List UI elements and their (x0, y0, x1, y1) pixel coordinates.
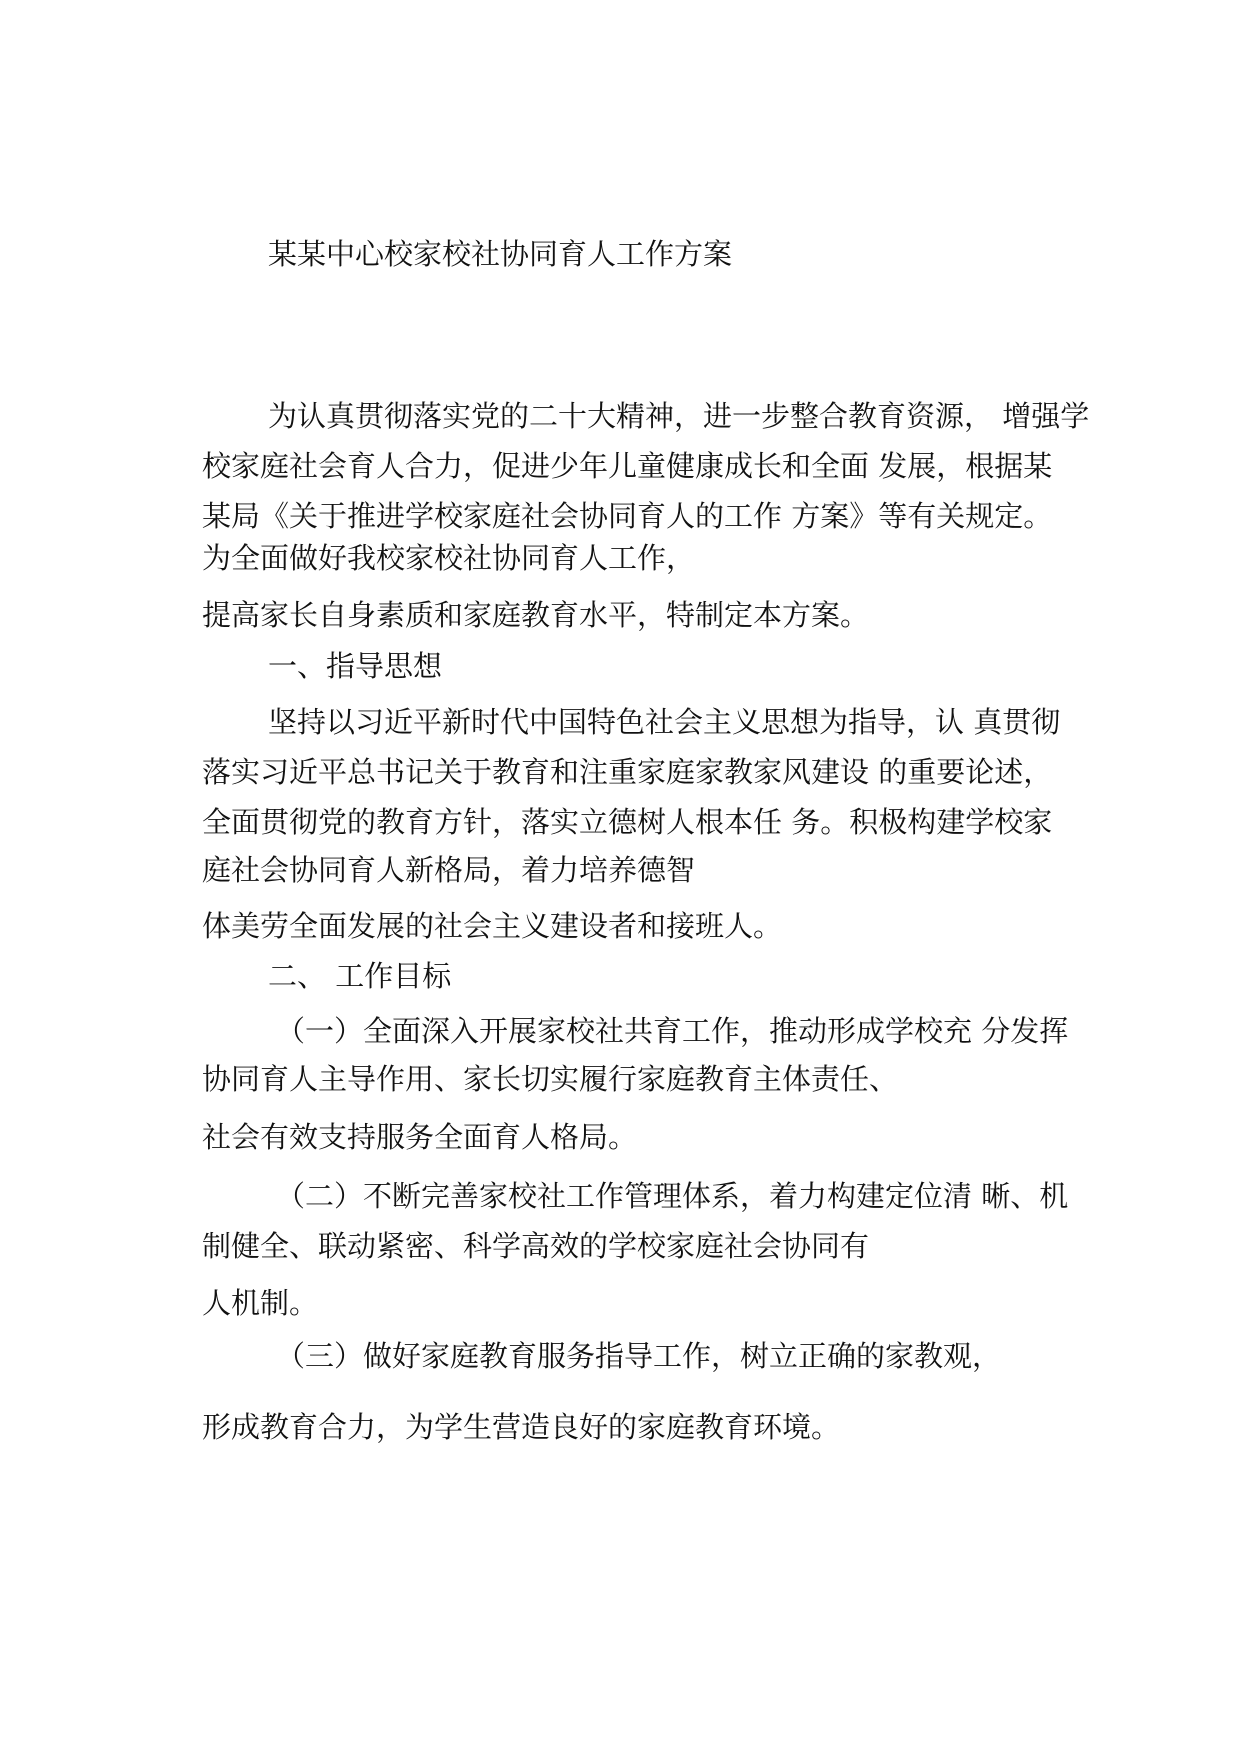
text-line: 全面贯彻党的教育方针，落实立德树人根本任 务。积极构建学校家 (202, 805, 1053, 839)
text-line: 某局《关于推进学校家庭社会协同育人的工作 方案》等有关规定。 (202, 499, 1053, 533)
text-line: 人机制。 (202, 1286, 319, 1320)
document-title: 某某中心校家校社协同育人工作方案 (268, 237, 733, 271)
text-line: 坚持以习近平新时代中国特色社会主义思想为指导，认 真贯彻 (268, 705, 1061, 739)
text-line: 落实习近平总书记关于教育和注重家庭家教家风建设 的重要论述， (202, 755, 1053, 789)
text-line: （二）不断完善家校社工作管理体系，着力构建定位清 晰、机 (276, 1179, 1069, 1213)
text-line: 协同育人主导作用、家长切实履行家庭教育主体责任、 (202, 1062, 899, 1096)
text-line: 校家庭社会育人合力，促进少年儿童健康成长和全面 发展，根据某 (202, 449, 1053, 483)
text-line: 提高家长自身素质和家庭教育水平，特制定本方案。 (202, 598, 870, 632)
text-line: 社会有效支持服务全面育人格局。 (202, 1120, 638, 1154)
text-line: （一）全面深入开展家校社共育工作，推动形成学校充 分发挥 (276, 1014, 1069, 1048)
section-heading: 二、 工作目标 (268, 959, 452, 993)
text-line: 为认真贯彻落实党的二十大精神，进一步整合教育资源， 增强学 (268, 399, 1090, 433)
text-line: 庭社会协同育人新格局，着力培养德智 (202, 853, 696, 887)
text-line: 制健全、联动紧密、科学高效的学校家庭社会协同有 (202, 1229, 870, 1263)
text-line: 体美劳全面发展的社会主义建设者和接班人。 (202, 909, 783, 943)
text-line: 形成教育合力，为学生营造良好的家庭教育环境。 (202, 1410, 841, 1444)
text-line: （三）做好家庭教育服务指导工作，树立正确的家教观， (276, 1339, 1002, 1373)
section-heading: 一、指导思想 (268, 649, 443, 683)
text-line: 为全面做好我校家校社协同育人工作， (202, 541, 696, 575)
